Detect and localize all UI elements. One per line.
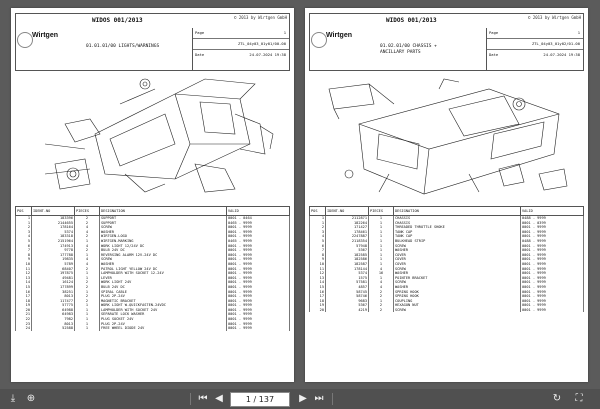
table-cell: 0001 - 9999 <box>227 317 290 322</box>
meta-value: 1 <box>577 30 580 35</box>
meta-box <box>192 28 289 70</box>
table-cell: 4 <box>369 280 394 285</box>
table-cell: 2 <box>369 308 394 313</box>
table-cell: 0001 - 9999 <box>227 253 290 258</box>
table-cell: 0001 - 9999 <box>227 257 290 262</box>
table-cell: CHASSIS <box>394 221 521 226</box>
table-cell: 0001 - 9999 <box>521 267 584 272</box>
table-cell: THREADED THROTTLE SHOKE <box>394 225 521 230</box>
table-cell: 3 <box>310 230 326 235</box>
parts-table <box>309 206 584 312</box>
table-cell: 14 <box>310 280 326 285</box>
table-cell: 1 <box>16 216 32 221</box>
table-cell: 22 <box>16 317 32 322</box>
table-cell: 4 <box>16 234 32 239</box>
table-cell: 0001 - 9999 <box>521 230 584 235</box>
table-cell: 19 <box>16 303 32 308</box>
table-cell: 68407 <box>32 267 75 272</box>
table-cell: SCREW <box>100 257 227 262</box>
meta-value: 24.07.2024 19:38 <box>543 52 580 57</box>
table-cell: 18 <box>16 299 32 304</box>
table-cell: 0001 - 9999 <box>227 230 290 235</box>
table-row <box>310 308 584 313</box>
table-cell: 1 <box>369 299 394 304</box>
table-cell: 0001 - 9999 <box>521 294 584 299</box>
table-cell: BULB 24V DC <box>100 285 227 290</box>
table-cell: WASHER <box>394 285 521 290</box>
table-cell: LAMPHOLDER WITH SOCKET 12-24V <box>100 271 227 276</box>
parts-table <box>15 206 290 331</box>
table-cell: 4 <box>369 267 394 272</box>
table-cell: 1 <box>75 290 100 295</box>
table-cell: SPRING HOOK <box>394 290 521 295</box>
pdf-page-left <box>11 8 294 382</box>
table-cell: 7 <box>16 248 32 253</box>
table-cell: 1 <box>75 312 100 317</box>
table-cell: PATROL LIGHT YELLOW 24V DC <box>100 267 227 272</box>
table-cell: 0001 - 9999 <box>227 267 290 272</box>
table-cell: 2247887 <box>326 234 369 239</box>
table-cell: TANK CAP <box>394 234 521 239</box>
table-cell: COVER <box>394 253 521 258</box>
table-cell: 0001 - 0464 <box>227 216 290 221</box>
table-cell: 15 <box>16 285 32 290</box>
column-header: DESIGNATION <box>394 207 521 216</box>
table-cell: 8013 <box>32 294 75 299</box>
table-cell: 0001 - 9999 <box>521 290 584 295</box>
table-cell: REVERSING ALARM 12V-24V DC <box>100 253 227 258</box>
table-cell: 6 <box>16 244 32 249</box>
table-cell: 8013 <box>32 322 75 327</box>
table-cell: 4857 <box>326 285 369 290</box>
table-cell: 1 <box>75 303 100 308</box>
table-cell: 1 <box>75 253 100 258</box>
table-cell: LAMPHOLDER WITH SOCKET 24V <box>100 308 227 313</box>
table-cell: 7982 <box>32 317 75 322</box>
table-cell: 2144655 <box>32 221 75 226</box>
table-cell: 174913 <box>32 244 75 249</box>
table-cell: 58745 <box>326 290 369 295</box>
table-cell: 9 <box>16 257 32 262</box>
table-cell: 117477 <box>32 299 75 304</box>
table-cell: 16 <box>369 271 394 276</box>
table-cell: 57775 <box>32 303 75 308</box>
table-cell: 2 <box>75 285 100 290</box>
table-cell: 0465 - 9999 <box>227 221 290 226</box>
table-cell: 178144 <box>326 267 369 272</box>
table-cell: 57581 <box>326 280 369 285</box>
page-header <box>309 13 584 71</box>
table-cell: BULKHEAD STRIP <box>394 239 521 244</box>
table-cell: 18 <box>310 299 326 304</box>
table-cell: 10 <box>310 262 326 267</box>
table-cell: 1 <box>369 230 394 235</box>
table-cell: SPIRAL CABLE <box>100 290 227 295</box>
table-cell: 17 <box>16 294 32 299</box>
table-cell: 2 <box>75 221 100 226</box>
table-cell: FREE WHEEL DIODE 24V <box>100 326 227 331</box>
table-cell: 8 <box>16 253 32 258</box>
exploded-diagram-lights <box>25 74 280 200</box>
table-cell: 15 <box>310 285 326 290</box>
table-cell: 4 <box>369 285 394 290</box>
table-cell: SCREW <box>394 280 521 285</box>
download-icon[interactable]: ⤓ <box>10 393 16 404</box>
column-header: DESIGNATION <box>100 207 227 216</box>
table-cell: 2 <box>369 303 394 308</box>
table-cell: 1 <box>310 216 326 221</box>
table-cell: SCREW <box>394 267 521 272</box>
table-cell: 1 <box>369 244 394 249</box>
table-cell: HEXAGON NUT <box>394 303 521 308</box>
table-cell: 0001 - 9999 <box>227 280 290 285</box>
last-page-icon[interactable]: ⏭ <box>314 393 324 404</box>
meta-label: Page <box>195 30 205 35</box>
table-cell: 1 <box>369 257 394 262</box>
table-cell: 2 <box>75 234 100 239</box>
table-cell: 0001 - 9999 <box>521 225 584 230</box>
column-header: POS <box>16 207 32 216</box>
table-cell: 2 <box>75 299 100 304</box>
table-cell: 182586 <box>326 257 369 262</box>
meta-box <box>486 28 583 70</box>
table-cell: 0001 - 9999 <box>227 276 290 281</box>
table-cell: 0001 - 9999 <box>521 244 584 249</box>
table-cell: 12 <box>16 271 32 276</box>
table-cell: 182587 <box>326 262 369 267</box>
table-cell: 0001 - 9999 <box>227 326 290 331</box>
column-header: IDENT-NO <box>326 207 369 216</box>
table-cell: 7 <box>310 248 326 253</box>
table-cell: SPRING HOOK <box>394 294 521 299</box>
table-cell: 38251 <box>32 290 75 295</box>
table-cell: 0001 - 9999 <box>521 248 584 253</box>
table-cell: 17 <box>310 294 326 299</box>
table-cell: 2 <box>75 248 100 253</box>
table-cell: 0001 - 9999 <box>521 271 584 276</box>
table-cell: POINTER BRACKET <box>394 276 521 281</box>
table-cell: 0001 - 9999 <box>227 225 290 230</box>
column-header: IDENT-NO <box>32 207 75 216</box>
table-cell: 11 <box>16 267 32 272</box>
meta-label: Date <box>195 52 205 57</box>
table-cell: 182585 <box>326 253 369 258</box>
table-cell: 16124 <box>32 280 75 285</box>
table-cell: CHASSIS <box>394 216 521 221</box>
table-cell: 178461 <box>326 230 369 235</box>
table-cell: 2112871 <box>326 216 369 221</box>
table-cell: 2 <box>369 290 394 295</box>
table-cell: 11 <box>310 267 326 272</box>
table-cell: COUPLING <box>394 299 521 304</box>
table-cell: 0001 - 9999 <box>521 308 584 313</box>
fit-page-icon[interactable]: ⛶ <box>575 393 583 404</box>
table-cell: COVER <box>394 262 521 267</box>
table-cell: SCREW <box>394 244 521 249</box>
first-page-icon[interactable]: ⏮ <box>198 393 208 404</box>
table-cell: COVER <box>394 257 521 262</box>
table-cell: SUPPORT <box>100 216 227 221</box>
table-cell: 4 <box>75 230 100 235</box>
table-cell: 0001 - 9999 <box>227 244 290 249</box>
table-cell: WASHER <box>394 248 521 253</box>
table-cell: 0001 - 9999 <box>521 285 584 290</box>
table-cell: 0001 - 9999 <box>227 234 290 239</box>
document-title: WIDOS 001/2013 <box>386 17 437 24</box>
table-cell: PLUG 2P-24V <box>100 322 227 327</box>
table-cell: 0001 - 9999 <box>227 290 290 295</box>
copyright-text: © 2013 by Wirtgen GmbH <box>528 15 581 20</box>
table-cell: 4 <box>75 257 100 262</box>
table-cell: 1 <box>75 271 100 276</box>
next-page-icon[interactable]: ▶ <box>299 393 307 404</box>
table-cell: SCREW <box>394 308 521 313</box>
table-cell: WASHER <box>100 230 227 235</box>
table-cell: 52588 <box>32 326 75 331</box>
table-cell: 49481 <box>32 276 75 281</box>
table-cell: 0001 - 9999 <box>521 303 584 308</box>
table-cell: BULB 24V DC <box>100 248 227 253</box>
wirtgen-logo-icon <box>311 32 327 48</box>
table-cell: 19835 <box>32 257 75 262</box>
table-cell: 2 <box>369 294 394 299</box>
table-cell: 57948 <box>326 244 369 249</box>
table-cell: 4 <box>310 234 326 239</box>
previous-page-icon[interactable]: ◀ <box>215 393 223 404</box>
table-cell: 2 <box>75 216 100 221</box>
table-cell: 197875 <box>32 271 75 276</box>
table-cell: 1 <box>75 322 100 327</box>
table-cell: 0001 - 9999 <box>227 312 290 317</box>
column-header: VALID <box>521 207 584 216</box>
meta-value: ZTL_04y03_01y02/01-00 <box>531 41 580 46</box>
table-cell: 0001 - 9999 <box>521 276 584 281</box>
page-indicator[interactable]: 1 / 137 <box>230 392 290 407</box>
table-cell: 1 <box>75 308 100 313</box>
table-cell: 0001 - 9999 <box>227 308 290 313</box>
table-cell: WASHER <box>100 262 227 267</box>
table-cell: WIRTGEN-MARKING <box>100 239 227 244</box>
table-cell: 1 <box>369 225 394 230</box>
meta-label: Page <box>489 30 499 35</box>
table-cell: 0001 - 9999 <box>227 285 290 290</box>
table-cell: 5 <box>310 239 326 244</box>
table-cell: 0488 - 9999 <box>521 239 584 244</box>
table-cell: 12 <box>310 271 326 276</box>
table-cell: 0001 - 9999 <box>521 280 584 285</box>
table-cell: 9 <box>310 257 326 262</box>
table-cell: 23 <box>16 322 32 327</box>
table-cell: 1 <box>369 276 394 281</box>
table-cell: 1 <box>369 239 394 244</box>
table-cell: 14 <box>16 280 32 285</box>
table-cell: 5374 <box>326 271 369 276</box>
table-cell: 1 <box>369 216 394 221</box>
table-cell: 8 <box>310 253 326 258</box>
table-cell: WORK LIGHT W.QUICKFASTEN.24VDC <box>100 303 227 308</box>
table-cell: 4 <box>75 262 100 267</box>
table-cell: 16 <box>310 290 326 295</box>
column-header: PIECES <box>369 207 394 216</box>
table-cell: 0001 - 9999 <box>227 322 290 327</box>
table-cell: 2 <box>75 267 100 272</box>
rotate-icon[interactable]: ↻ <box>552 393 562 404</box>
table-cell: 58746 <box>326 294 369 299</box>
table-cell: 1 <box>310 221 326 226</box>
table-cell: PLUG 2P-24V <box>100 294 227 299</box>
table-cell: 2 <box>16 225 32 230</box>
table-cell: 0001 - 9999 <box>521 234 584 239</box>
table-cell: 1 <box>369 262 394 267</box>
table-cell: 2151964 <box>32 239 75 244</box>
table-row <box>16 326 290 331</box>
copyright-text: © 2013 by Wirtgen GmbH <box>234 15 287 20</box>
table-cell: 0001 - 9999 <box>521 257 584 262</box>
table-cell: MAGNETIC BRACKET <box>100 299 227 304</box>
page-header <box>15 13 290 71</box>
table-cell: 20 <box>16 308 32 313</box>
meta-label: Date <box>489 52 499 57</box>
zoom-icon[interactable]: ⊕ <box>26 393 36 404</box>
table-cell: 16 <box>16 290 32 295</box>
column-header: VALID <box>227 207 290 216</box>
column-header: POS <box>310 207 326 216</box>
table-cell: 0001 - 9999 <box>227 294 290 299</box>
table-cell: 5367 <box>326 303 369 308</box>
table-cell: 183318 <box>32 234 75 239</box>
table-cell: 3 <box>16 230 32 235</box>
table-cell: 5374 <box>32 230 75 235</box>
table-cell: 177788 <box>32 253 75 258</box>
viewer-toolbar <box>0 389 600 409</box>
brand-name: Wirtgen <box>32 32 58 39</box>
table-cell: 64983 <box>32 312 75 317</box>
table-cell: LEVER <box>100 276 227 281</box>
section-title: 01.01.01/00 LIGHTS/WARNINGS <box>86 44 160 49</box>
table-cell: 182264 <box>326 221 369 226</box>
table-cell: 1 <box>75 317 100 322</box>
table-cell: 178164 <box>32 225 75 230</box>
meta-value: 24.07.2024 19:38 <box>249 52 286 57</box>
table-cell: 9683 <box>326 299 369 304</box>
table-cell: 10 <box>16 262 32 267</box>
table-cell: 183396 <box>32 216 75 221</box>
table-cell: WASHER <box>394 271 521 276</box>
table-cell: 1 <box>75 276 100 281</box>
brand-name: Wirtgen <box>326 32 352 39</box>
table-cell: WIRTGEN-LOGO <box>100 234 227 239</box>
table-cell: 0001 - 9999 <box>227 303 290 308</box>
table-cell: SEPARATE LOCK WASHER <box>100 312 227 317</box>
table-cell: 0001 - 9999 <box>521 299 584 304</box>
table-cell: 0001 - 9999 <box>227 262 290 267</box>
table-cell: 0001 - 9999 <box>521 253 584 258</box>
table-cell: 0001 - 9999 <box>227 248 290 253</box>
table-cell: 6 <box>310 244 326 249</box>
table-cell: 20 <box>310 308 326 313</box>
table-cell: 24 <box>16 326 32 331</box>
table-cell: 5789 <box>32 262 75 267</box>
table-cell: 0001 - 9999 <box>521 262 584 267</box>
column-header: PIECES <box>75 207 100 216</box>
table-cell: 13 <box>16 276 32 281</box>
table-cell: 0001 - 9999 <box>227 299 290 304</box>
table-cell: 19 <box>310 303 326 308</box>
table-cell: 171427 <box>326 225 369 230</box>
table-cell: PLUG SOCKET 24V <box>100 317 227 322</box>
table-cell: 177899 <box>32 285 75 290</box>
table-cell: 64988 <box>32 308 75 313</box>
table-cell: 9778 <box>32 248 75 253</box>
table-cell: 0488 - 9999 <box>521 216 584 221</box>
meta-value: 1 <box>283 30 286 35</box>
table-cell: 5367 <box>326 248 369 253</box>
table-cell: 0001 - 0399 <box>521 221 584 226</box>
table-cell: 0465 - 9999 <box>227 239 290 244</box>
table-cell: 2 <box>75 294 100 299</box>
meta-value: ZTL_04y03_01y01/00-00 <box>237 41 286 46</box>
table-cell: 1 <box>75 326 100 331</box>
pdf-page-right <box>305 8 588 382</box>
table-cell: 1 <box>369 248 394 253</box>
table-cell: 1 <box>16 221 32 226</box>
table-cell: TANK CAP <box>394 230 521 235</box>
table-cell: SUPPORT <box>100 221 227 226</box>
table-cell: 13 <box>310 276 326 281</box>
section-title: 01.02.01/00 CHASSIS + ANCILLARY PARTS <box>380 44 437 55</box>
toolbar-divider <box>332 393 333 405</box>
table-cell: 1575 <box>326 276 369 281</box>
table-cell: 2118354 <box>326 239 369 244</box>
table-cell: 1 <box>369 253 394 258</box>
exploded-diagram-chassis <box>319 74 574 200</box>
table-cell: 4219 <box>326 308 369 313</box>
table-cell: WORK LIGHT 24V <box>100 280 227 285</box>
table-cell: 5 <box>16 239 32 244</box>
table-cell: 1 <box>369 221 394 226</box>
table-cell: 2 <box>310 225 326 230</box>
table-cell: 4 <box>75 225 100 230</box>
table-cell: 2 <box>75 280 100 285</box>
table-cell: SCREW <box>100 225 227 230</box>
toolbar-divider <box>190 393 191 405</box>
table-cell: 1 <box>75 239 100 244</box>
table-cell: 0001 - 9999 <box>227 271 290 276</box>
table-cell: 21 <box>16 312 32 317</box>
table-cell: 1 <box>369 234 394 239</box>
wirtgen-logo-icon <box>17 32 33 48</box>
table-cell: WORK LIGHT 12/24V DC <box>100 244 227 249</box>
table-cell: 4 <box>75 244 100 249</box>
document-title: WIDOS 001/2013 <box>92 17 143 24</box>
